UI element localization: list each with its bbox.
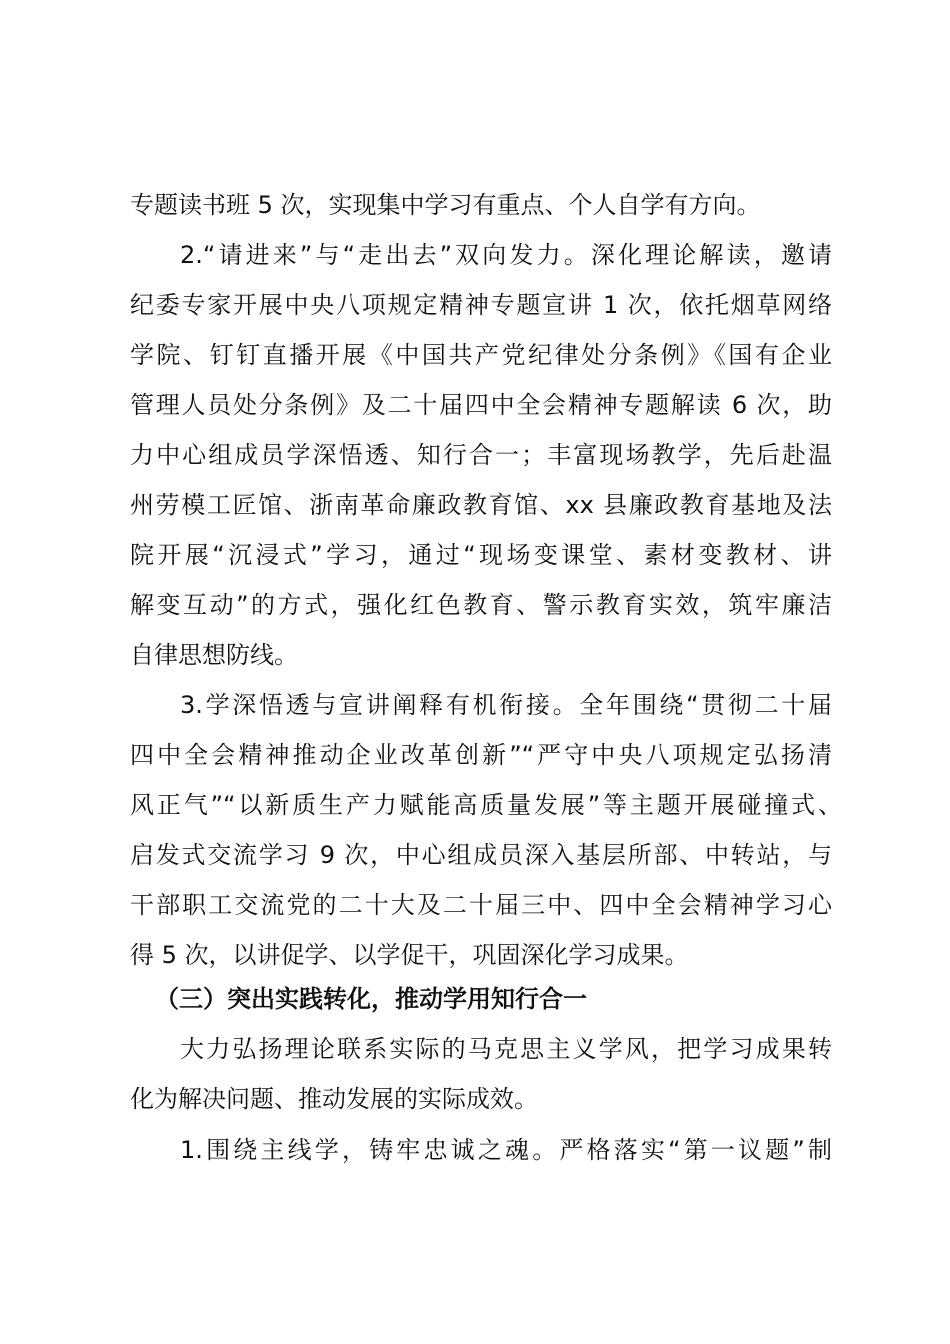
paragraph-line: 四中全会精神推动企业改革创新”“严守中央八项规定弘扬清 — [130, 741, 832, 769]
paragraph-line: 干部职工交流党的二十大及二十届三中、四中全会精神学习心 — [130, 891, 832, 919]
paragraph-line: 启发式交流学习 9 次，中心组成员深入基层所部、中转站，与 — [130, 841, 832, 869]
paragraph-line: 院开展“沉浸式”学习，通过“现场变课堂、素材变教材、讲 — [130, 541, 832, 569]
paragraph-line: 力中心组成员学深悟透、知行合一；丰富现场教学，先后赴温 — [130, 441, 832, 469]
paragraph-line: 化为解决问题、推动发展的实际成效。 — [130, 1085, 538, 1113]
paragraph-line: 1.围绕主线学，铸牢忠诚之魂。严格落实“第一议题”制 — [180, 1136, 832, 1164]
paragraph-line: 大力弘扬理论联系实际的马克思主义学风，把学习成果转 — [180, 1035, 832, 1063]
paragraph-line: 州劳模工匠馆、浙南革命廉政教育馆、xx 县廉政教育基地及法 — [130, 491, 832, 519]
paragraph-line: 学院、钉钉直播开展《中国共产党纪律处分条例》《国有企业 — [130, 341, 832, 369]
paragraph-line: 得 5 次，以讲促学、以学促干，巩固深化学习成果。 — [130, 941, 689, 969]
paragraph-line: 2.“请进来”与“走出去”双向发力。深化理论解读，邀请 — [180, 241, 832, 269]
paragraph-line: 解变互动”的方式，强化红色教育、警示教育实效，筑牢廉洁 — [130, 591, 832, 619]
paragraph-line: 自律思想防线。 — [130, 641, 298, 669]
paragraph-line: 纪委专家开展中央八项规定精神专题宣讲 1 次，依托烟草网络 — [130, 291, 832, 319]
paragraph-line: 风正气”“以新质生产力赋能高质量发展”等主题开展碰撞式、 — [130, 791, 842, 819]
paragraph-line: 专题读书班 5 次，实现集中学习有重点、个人自学有方向。 — [130, 191, 761, 219]
paragraph-line: 管理人员处分条例》及二十届四中全会精神专题解读 6 次，助 — [130, 391, 832, 419]
section-heading: （三）突出实践转化，推动学用知行合一 — [155, 985, 587, 1013]
paragraph-line: 3.学深悟透与宣讲阐释有机衔接。全年围绕“贯彻二十届 — [180, 691, 832, 719]
